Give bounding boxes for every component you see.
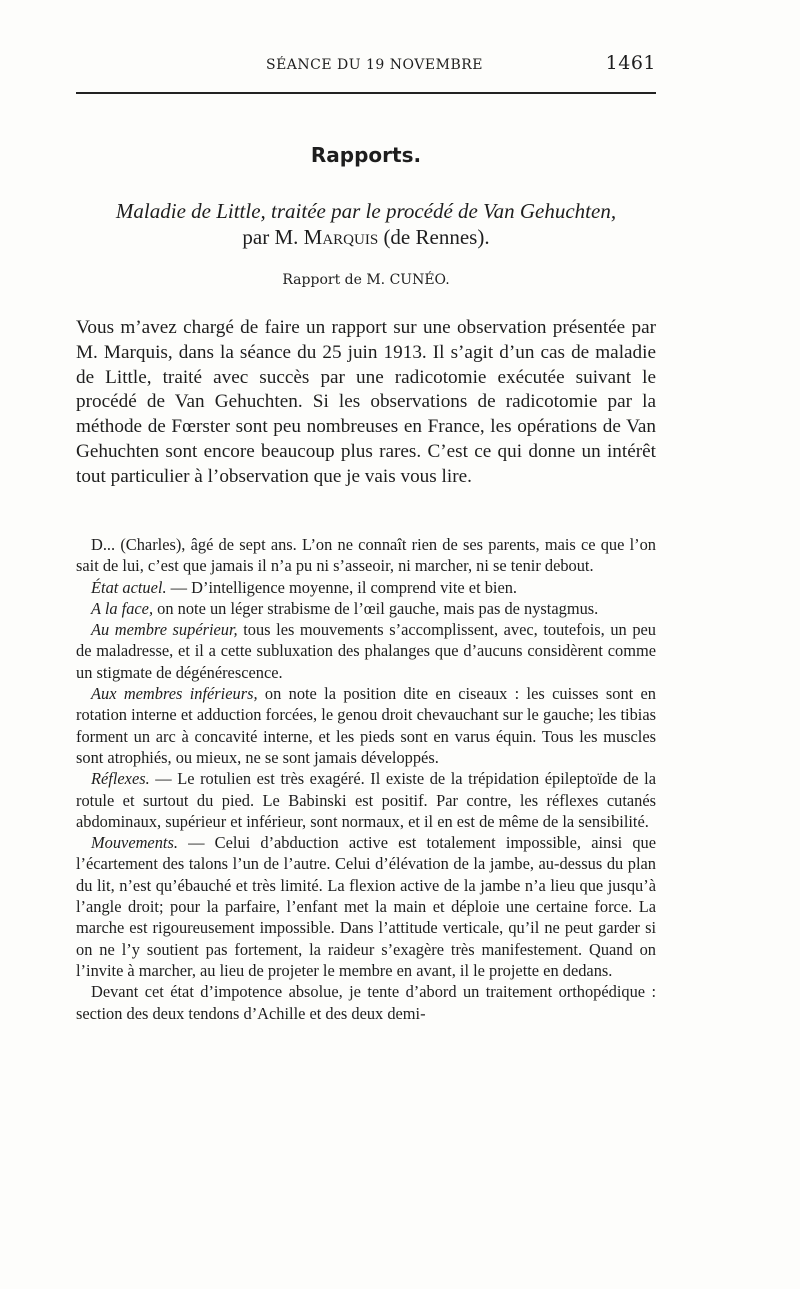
paragraph-text: — Le rotulien est très exagéré. Il existe de la trépidation épileptoïde de la rotule et surtout du pied. Le Babinski est positif. Par contre, les réflexes cutanés abdominaux, supérieur et inférieur, sont normaux, et il en est de même de la sensibilité.: [76, 769, 656, 831]
paragraph-lead: État actuel.: [91, 577, 167, 597]
intro-paragraph: Vous m’avez chargé de faire un rapport sur une observation présentée par M. Marquis, dans la séance du 25 juin 1913. Il s’agit d’un cas de maladie de Little, traité avec succès par une radicotomie exécutée suivant le procédé de Van Gehuchten. Si les observations de radicotomie par la méthode de Fœrster sont peu nombreuses en France, les opérations de Van Gehuchten sont encore beaucoup plus rares. C’est ce qui donne un intérêt tout particulier à l’observation que je vais vous lire.: [76, 317, 656, 487]
byline-par: par M.: [242, 225, 299, 249]
body-paragraph: [76, 577, 656, 598]
paragraph-lead: Au membre supérieur,: [91, 620, 238, 640]
article-title: [76, 198, 656, 250]
body-paragraph: [76, 683, 656, 768]
paragraph-lead: Mouvements.: [91, 833, 178, 853]
paragraph-lead: Réflexes.: [91, 769, 150, 789]
paragraph-text: on note un léger strabisme de l’œil gauche, mais pas de nystagmus.: [153, 598, 599, 618]
page-header: [76, 50, 656, 80]
body-paragraph: [76, 832, 656, 981]
paragraph-lead: A la face,: [91, 598, 154, 618]
observation-text: [76, 534, 656, 1024]
author-name: Marquis: [303, 225, 379, 249]
paragraph-text: Devant cet état d’impotence absolue, je tente d’abord un traitement orthopédique : section des deux tendons d’Achille et des deux demi-: [76, 982, 656, 1023]
article-title-line: Maladie de Little, traitée par le procédé de Van Gehuchten,: [115, 199, 617, 223]
report-by: Rapport de M. CUNÉO.: [282, 272, 450, 288]
section-title: Rapports.: [310, 143, 422, 167]
body-paragraph: [76, 768, 656, 832]
body-paragraph: [76, 619, 656, 683]
paragraph-text: — Celui d’abduction active est totalement impossible, ainsi que l’écartement des talons l’un de l’autre. Celui d’élévation de la jambe, au-dessus du plan du lit, n’est qu’ébauché et très limité. La flexion active de la jambe n’a lieu que jusqu’à l’angle droit; pour la parfaire, l’enfant met la main et déploie une certaine force. La marche est rigoureusement impossible. Dans l’attitude verticale, qu’il ne peut garder si on ne l’y soutient pas fortement, la raideur s’exagère très manifestement. Quand on l’invite à marcher, au lieu de projeter le membre en avant, il le projette en dedans.: [76, 833, 656, 980]
paragraph-text: tous les mouvements s’accomplissent, avec, toutefois, un peu de maladresse, et il a cette subluxation des phalanges que d’aucuns considèrent comme un stigmate de dégénérescence.: [76, 620, 656, 682]
paragraph-text: on note la position dite en ciseaux : les cuisses sont en rotation interne et adduction forcées, le genou droit chevauchant sur le gauche; les tibias forment un arc à concavité interne, et les pieds sont en varus équin. Tous les muscles sont atrophiés, ou mieux, ne se sont jamais développés.: [76, 684, 656, 767]
paragraph-text: — D’intelligence moyenne, il comprend vite et bien.: [166, 577, 518, 597]
header-rule: [76, 92, 656, 94]
author-place: (de Rennes).: [383, 225, 490, 249]
paragraph-lead: Aux membres inférieurs,: [91, 684, 258, 704]
body-paragraph: [76, 534, 656, 577]
paragraph-text: D... (Charles), âgé de sept ans. L’on ne connaît rien de ses parents, mais ce que l’on sait de lui, c’est que jamais il n’a pu ni s’asseoir, ni marcher, ni se tenir debout.: [76, 535, 656, 576]
body-paragraph: [76, 981, 656, 1024]
article-byline: [76, 224, 656, 250]
page-number: 1461: [605, 52, 656, 74]
body-paragraph: [76, 598, 656, 619]
running-title: SÉANCE DU 19 NOVEMBRE: [266, 57, 483, 73]
